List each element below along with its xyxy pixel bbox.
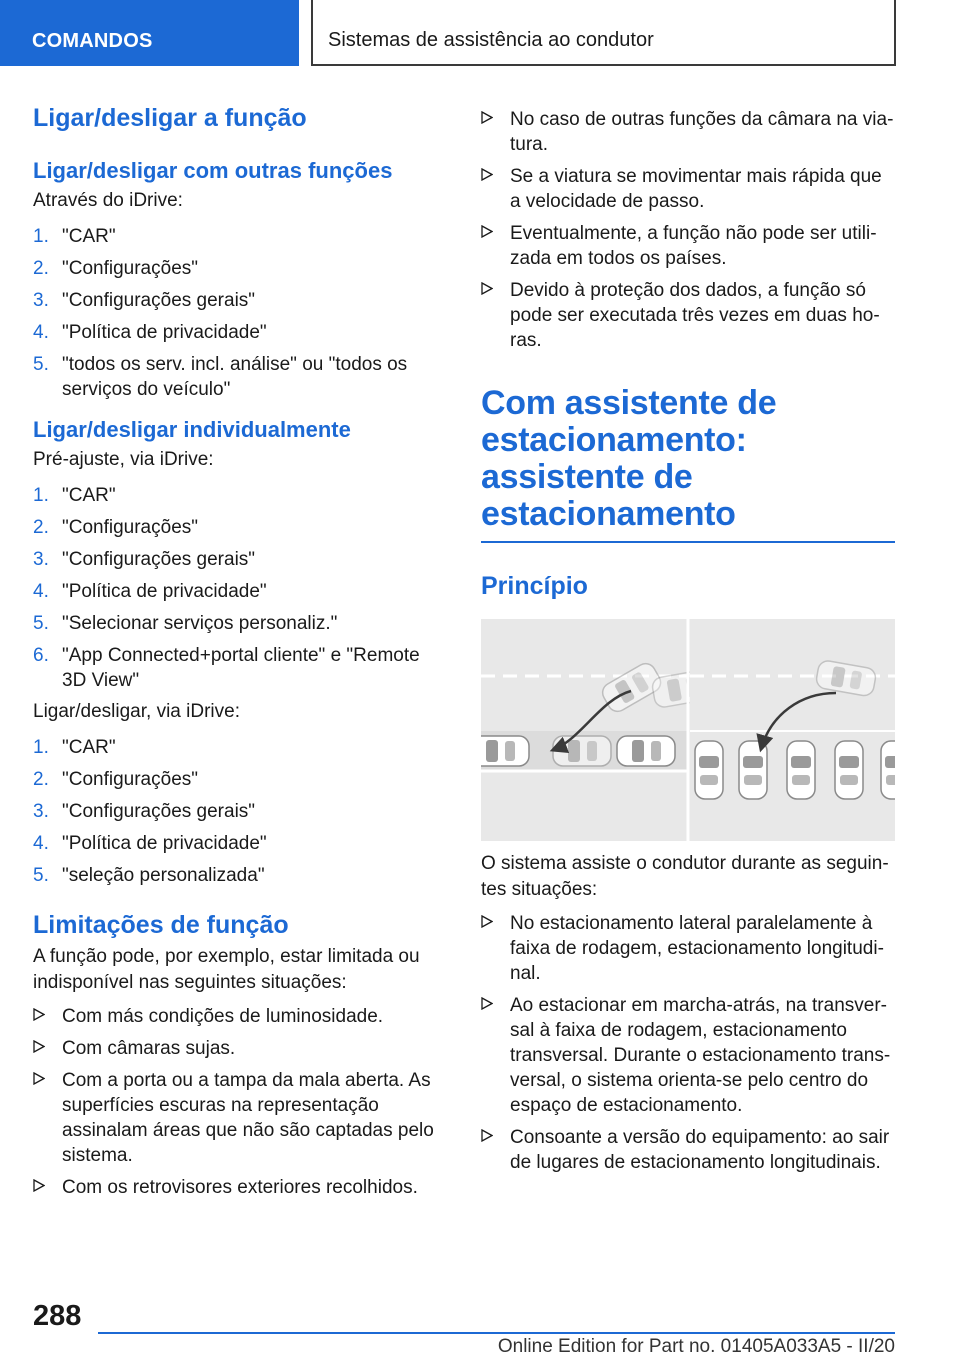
step-text: "Selecionar serviços personaliz." (62, 613, 338, 634)
heading-rule (481, 541, 895, 543)
list-item-text: Se a viatura se movimentar mais rápida que a velocidade de passo. (510, 166, 882, 212)
step-number: 1. (33, 226, 49, 247)
step-text: "CAR" (62, 737, 116, 758)
steps-list-outras (33, 224, 445, 402)
heading-principio: Princípio (481, 572, 588, 600)
step-text: "Política de privacidade" (62, 322, 267, 343)
triangle-bullet-icon (481, 282, 493, 295)
step-text: "Configurações gerais" (62, 549, 256, 570)
step-number: 3. (33, 290, 49, 311)
step-item (33, 288, 445, 313)
step-item (33, 320, 445, 345)
list-item (33, 1175, 445, 1200)
triangle-bullet-icon (33, 1072, 45, 1085)
step-text: "todos os serv. incl. análise" ou "todos os serviços do veículo" (62, 354, 408, 400)
step-number: 3. (33, 549, 49, 570)
steps-list-ligar (33, 735, 445, 888)
heading-individualmente: Ligar/desligar individualmente (33, 417, 351, 442)
steps-list-individual (33, 483, 445, 693)
step-number: 4. (33, 322, 49, 343)
list-item-text: Com câmaras sujas. (62, 1038, 236, 1059)
triangle-bullet-icon (481, 111, 493, 124)
list-item (33, 1036, 445, 1061)
preajuste-text: Pré-ajuste, via iDrive: (33, 449, 214, 470)
step-item (33, 352, 445, 402)
step-item (33, 863, 445, 888)
via-idrive-text: Através do iDrive: (33, 190, 183, 211)
heading-ligar-desligar: Ligar/desligar a função (33, 104, 307, 132)
triangle-bullet-icon (33, 1008, 45, 1021)
page-header (0, 0, 960, 66)
list-item (481, 1125, 895, 1175)
step-item (33, 256, 445, 281)
step-number: 2. (33, 258, 49, 279)
principio-list (481, 911, 895, 1175)
list-item (481, 107, 895, 157)
list-item-text: No estacionamento lateral paralelamente à faixa de rodagem, estacionamento longitudinal. (510, 913, 884, 984)
section-tab: COMANDOS (0, 0, 299, 66)
list-item-text: No caso de outras funções da câmara na viatura. (510, 109, 894, 155)
ligar-via-text: Ligar/desligar, via iDrive: (33, 701, 240, 722)
heading-outras-funcoes: Ligar/desligar com outras funções (33, 158, 393, 183)
heading-assistente-estacionamento: Com assistente de estacionamento: assistente de estacionamento (481, 384, 777, 533)
step-number: 2. (33, 769, 49, 790)
step-number: 1. (33, 737, 49, 758)
parking-diagram-svg (481, 619, 895, 841)
limitacoes-list (33, 1004, 445, 1200)
list-item (481, 164, 895, 214)
step-text: "Política de privacidade" (62, 581, 267, 602)
triangle-bullet-icon (481, 997, 493, 1010)
triangle-bullet-icon (481, 168, 493, 181)
heading-limitacoes: Limitações de função (33, 911, 289, 939)
step-number: 4. (33, 833, 49, 854)
triangle-bullet-icon (33, 1179, 45, 1192)
step-number: 1. (33, 485, 49, 506)
step-text: "Configurações" (62, 517, 199, 538)
list-item-text: Eventualmente, a função não pode ser utilizada em todos os países. (510, 223, 877, 269)
step-number: 3. (33, 801, 49, 822)
step-text: "Configurações gerais" (62, 290, 256, 311)
step-text: "seleção personalizada" (62, 865, 265, 886)
step-text: "Configurações" (62, 769, 199, 790)
step-item (33, 735, 445, 760)
step-item (33, 643, 445, 693)
triangle-bullet-icon (481, 225, 493, 238)
list-item-text: Com a porta ou a tampa da mala aberta. As superfícies escuras na representação assinalam áreas que não são captadas pelo sistema. (62, 1070, 434, 1166)
limitacoes-intro: A função pode, por exemplo, estar limitada ou indisponível nas seguintes situações: (33, 946, 420, 993)
left-column (33, 100, 445, 1207)
step-number: 6. (33, 645, 49, 666)
list-item (481, 911, 895, 986)
right-column (481, 100, 895, 1182)
list-item (481, 221, 895, 271)
step-text: "CAR" (62, 485, 116, 506)
step-text: "CAR" (62, 226, 116, 247)
triangle-bullet-icon (481, 1129, 493, 1142)
parking-illustration (481, 619, 895, 841)
step-text: "Configurações gerais" (62, 801, 256, 822)
list-item-text: Com más condições de luminosidade. (62, 1006, 384, 1027)
list-item (481, 278, 895, 353)
triangle-bullet-icon (33, 1040, 45, 1053)
chapter-title: Sistemas de assistência ao condutor (311, 0, 896, 66)
list-item-text: Devido à proteção dos dados, a função só pode ser executada três vezes em duas horas. (510, 280, 880, 351)
list-item (33, 1004, 445, 1029)
footer-rule (98, 1332, 895, 1334)
list-item-text: Ao estacionar em marcha-atrás, na transversal à faixa de rodagem, estacionamento transversal. Durante o estacionamento transversal, o sistema orienta-se pelo centro do espaço de estacionamento. (510, 995, 891, 1116)
step-item (33, 799, 445, 824)
step-item (33, 547, 445, 572)
list-item (481, 993, 895, 1118)
step-number: 5. (33, 354, 49, 375)
principio-intro: O sistema assiste o condutor durante as seguintes situações: (481, 853, 889, 900)
step-item (33, 579, 445, 604)
edition-info: Online Edition for Part no. 01405A033A5 - II/20 (497, 1336, 895, 1357)
limitacoes-list-continued (481, 107, 895, 353)
step-number: 5. (33, 865, 49, 886)
step-text: "Configurações" (62, 258, 199, 279)
step-text: "App Connected+portal cliente" e "Remote 3D View" (62, 645, 420, 691)
step-item (33, 831, 445, 856)
step-number: 2. (33, 517, 49, 538)
list-item-text: Consoante a versão do equipamento: ao sair de lugares de estacionamento longitudinais. (510, 1127, 890, 1173)
triangle-bullet-icon (481, 915, 493, 928)
page-number: 288 (33, 1300, 82, 1332)
step-item (33, 224, 445, 249)
step-item (33, 767, 445, 792)
list-item-text: Com os retrovisores exteriores recolhidos. (62, 1177, 418, 1198)
step-item (33, 611, 445, 636)
step-number: 5. (33, 613, 49, 634)
list-item (33, 1068, 445, 1168)
step-text: "Política de privacidade" (62, 833, 267, 854)
step-item (33, 515, 445, 540)
step-item (33, 483, 445, 508)
step-number: 4. (33, 581, 49, 602)
